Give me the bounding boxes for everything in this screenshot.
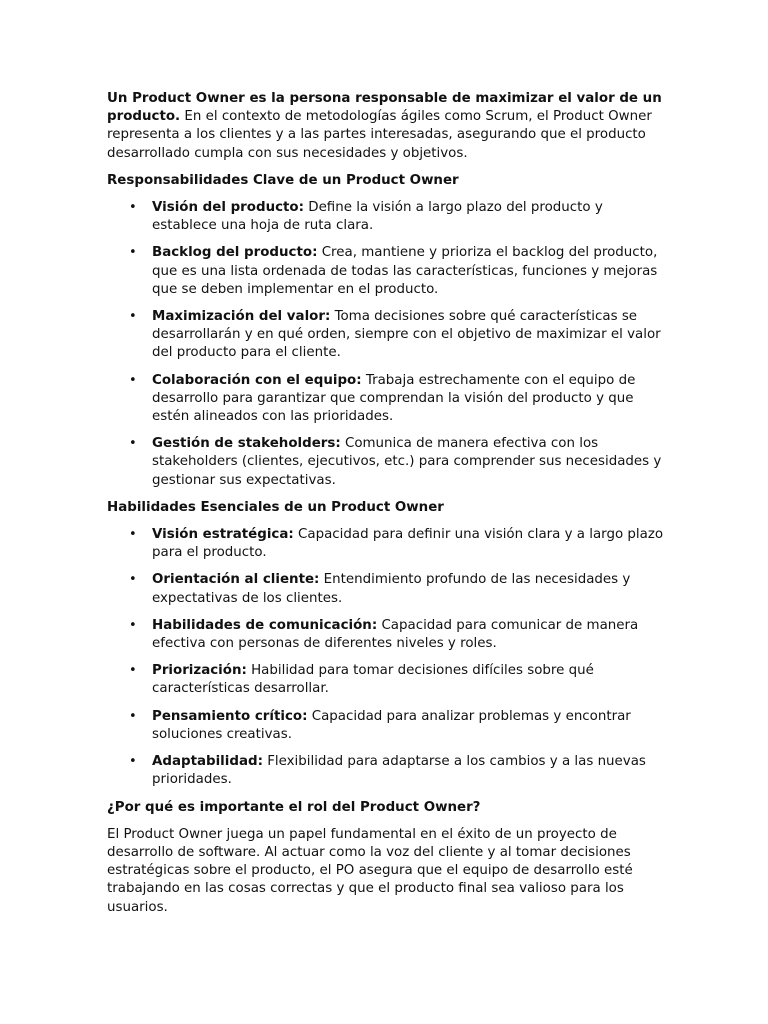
list-item-text: Comunica de manera efectiva con los stakeholders (clientes, ejecutivos, etc.) para comprender sus necesidades y gestionar sus expectativas.	[152, 436, 662, 488]
list-item	[107, 571, 665, 607]
list-item-term: Maximización del valor:	[152, 309, 331, 325]
intro-bold-text: Un Product Owner es la persona responsable de maximizar el valor de un producto.	[107, 91, 662, 125]
list-item	[107, 662, 665, 698]
habilidades-list	[107, 526, 665, 789]
bullet-icon: •	[129, 372, 137, 388]
list-item	[107, 308, 665, 363]
list-item-term: Adaptabilidad:	[152, 754, 263, 770]
section-heading-habilidades: Habilidades Esenciales de un Product Owner	[107, 499, 444, 515]
bullet-icon: •	[129, 245, 137, 261]
list-item-term: Orientación al cliente:	[152, 572, 320, 588]
list-item	[107, 244, 665, 299]
list-item-text: Habilidad para tomar decisiones difíciles sobre qué características desarrollar.	[152, 663, 594, 697]
intro-paragraph	[107, 90, 665, 163]
list-item-text: Toma decisiones sobre qué características se desarrollarán y en qué orden, siempre con el objetivo de maximizar el valor del producto para el cliente.	[152, 309, 661, 361]
list-item-text: Capacidad para definir una visión clara y a largo plazo para el producto.	[152, 527, 664, 561]
section-heading-responsabilidades: Responsabilidades Clave de un Product Owner	[107, 172, 459, 188]
bullet-icon: •	[129, 708, 137, 724]
responsabilidades-list	[107, 199, 665, 490]
list-item-text: Capacidad para comunicar de manera efectiva con personas de diferentes niveles y roles.	[152, 617, 639, 652]
list-item	[107, 617, 665, 653]
list-item	[107, 708, 665, 744]
bullet-icon: •	[129, 436, 137, 452]
list-item	[107, 435, 665, 490]
bullet-icon: •	[129, 309, 137, 325]
bullet-icon: •	[129, 527, 137, 543]
list-item-term: Visión estratégica:	[152, 527, 294, 543]
list-item-term: Visión del producto:	[152, 200, 304, 216]
list-item-term: Priorización:	[152, 663, 247, 679]
list-item-text: Crea, mantiene y prioriza el backlog del producto, que es una lista ordenada de todas las características, funciones y mejoras que se deben implementar en el producto.	[152, 245, 658, 297]
list-item	[107, 526, 665, 562]
list-item-text: Define la visión a largo plazo del producto y establece una hoja de ruta clara.	[152, 200, 603, 234]
list-item-text: Entendimiento profundo de las necesidades y expectativas de los clientes.	[152, 572, 631, 606]
section-heading-importancia: ¿Por qué es importante el rol del Product Owner?	[107, 799, 481, 815]
list-item	[107, 753, 665, 789]
bullet-icon: •	[129, 754, 137, 770]
list-item-term: Gestión de stakeholders:	[152, 436, 341, 452]
bullet-icon: •	[129, 617, 137, 633]
bullet-icon: •	[129, 663, 137, 679]
list-item	[107, 199, 665, 235]
list-item-term: Colaboración con el equipo:	[152, 372, 362, 388]
list-item-term: Backlog del producto:	[152, 245, 318, 261]
closing-paragraph: El Product Owner juega un papel fundamental en el éxito de un proyecto de desarrollo de software. Al actuar como la voz del cliente y al tomar decisiones estratégicas sobre el producto, el PO asegura que el equipo de desarrollo esté trabajando en las cosas correctas y que el producto final sea valioso para los usuarios.	[107, 826, 633, 915]
bullet-icon: •	[129, 200, 137, 216]
document-page	[107, 90, 665, 917]
list-item-text: Trabaja estrechamente con el equipo de desarrollo para garantizar que comprendan la visión del producto y que estén alineados con las prioridades.	[152, 372, 636, 425]
list-item-term: Pensamiento crítico:	[152, 708, 308, 724]
bullet-icon: •	[129, 572, 137, 588]
intro-text: En el contexto de metodologías ágiles como Scrum, el Product Owner representa a los clientes y a las partes interesadas, asegurando que el producto desarrollado cumpla con sus necesidades y objetivos.	[107, 109, 652, 161]
list-item-text: Capacidad para analizar problemas y encontrar soluciones creativas.	[152, 708, 631, 742]
list-item-term: Habilidades de comunicación:	[152, 617, 378, 633]
list-item-text: Flexibilidad para adaptarse a los cambios y a las nuevas prioridades.	[152, 754, 646, 788]
list-item	[107, 372, 665, 427]
